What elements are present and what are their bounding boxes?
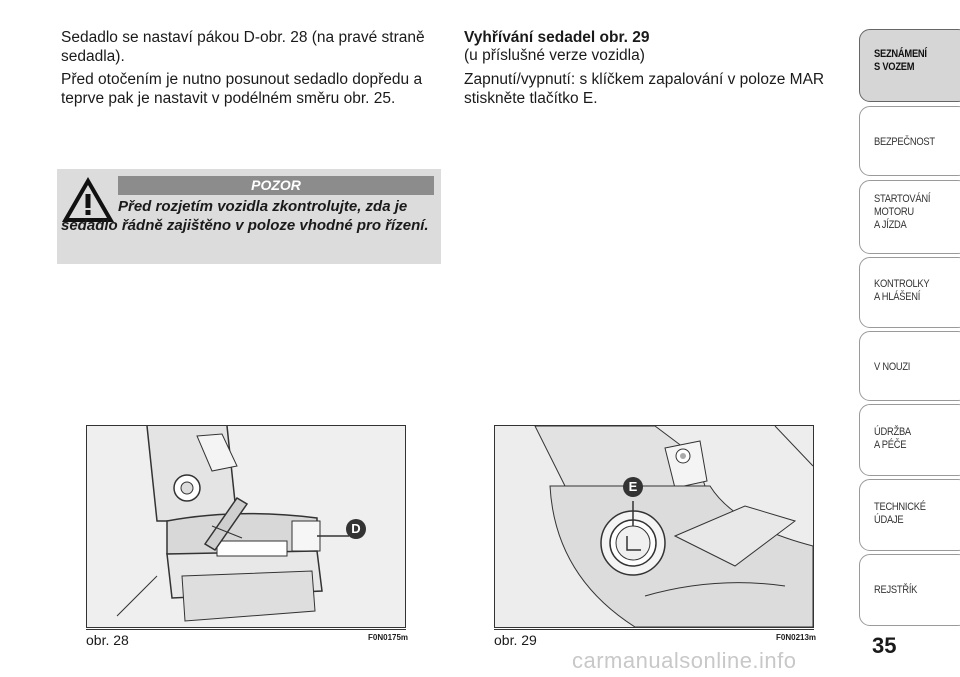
label-e-badge: E (623, 477, 643, 497)
tab-label: ÚDRŽBA A PÉČE (874, 426, 911, 451)
tab-label: TECHNICKÉ ÚDAJE (874, 501, 926, 526)
section-subtitle: (u příslušné verze vozidla) (464, 47, 645, 64)
tab-kontrolky[interactable] (859, 257, 960, 328)
tab-label: SEZNÁMENÍ S VOZEM (874, 48, 927, 73)
figure-seat-heating (494, 425, 814, 628)
figure-29-rule (494, 629, 814, 630)
tab-label: REJSTŘÍK (874, 584, 918, 596)
figure-29-code: F0N0213m (776, 633, 817, 642)
tab-label: V NOUZI (874, 361, 911, 373)
tab-startovani[interactable] (859, 180, 960, 254)
figure-28-code: F0N0175m (368, 633, 409, 642)
tab-udrzba[interactable] (859, 404, 960, 476)
tab-label: BEZPEČNOST (874, 136, 935, 148)
seat-heating-illustration (495, 426, 813, 627)
page-number: 35 (872, 633, 897, 658)
warning-heading: POZOR (118, 176, 434, 195)
tab-seznameni[interactable] (859, 29, 960, 102)
figure-seat-lever (86, 425, 406, 628)
watermark: carmanualsonline.info (572, 648, 797, 673)
figure-28-rule (86, 629, 406, 630)
tab-rejstrik[interactable] (859, 554, 960, 626)
tab-v-nouzi[interactable] (859, 331, 960, 401)
label-d-badge: D (346, 519, 366, 539)
figure-28-caption: obr. 28 (86, 632, 129, 648)
seat-adjust-paragraph: Sedadlo se nastaví pákou D-obr. 28 (na pravé straně sedadla). (61, 29, 425, 65)
warning-text: Před rozjetím vozidla zkontrolujte, zda je sedadlo řádně zajištěno v poloze vhodné pro řízení. (61, 198, 429, 234)
tab-technicke[interactable] (859, 479, 960, 551)
seat-rotate-paragraph: Před otočením je nutno posunout sedadlo dopředu a teprve pak je nastavit v podélném směru obr. 25. (61, 71, 423, 107)
heating-instruction-paragraph: Zapnutí/vypnutí: s klíčkem zapalování v poloze MAR stiskněte tlačítko E. (464, 71, 825, 107)
tab-label: STARTOVÁNÍ MOTORU A JÍZDA (874, 193, 931, 231)
figure-29-caption: obr. 29 (494, 632, 537, 648)
section-title: Vyhřívání sedadel obr. 29 (464, 29, 650, 46)
tab-bezpecnost[interactable] (859, 106, 960, 176)
tab-label: KONTROLKY A HLÁŠENÍ (874, 278, 930, 303)
